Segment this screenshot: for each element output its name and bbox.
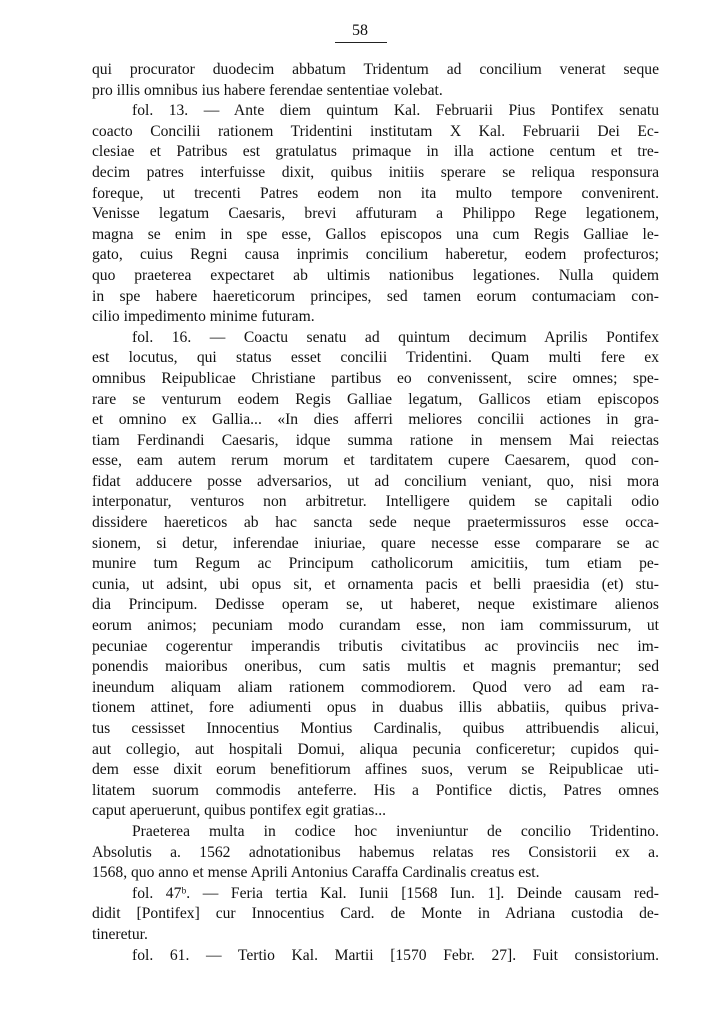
text-line: quo praeterea expectaret ab ultimis nationibus legationes. Nulla quidem (92, 266, 659, 284)
text-line: foreque, ut trecenti Patres eodem non ita multo tempore convenirent. (92, 184, 659, 202)
text-line: fol. 16. — Coactu senatu ad quintum decimum Aprilis Pontifex (132, 328, 659, 346)
text-line: dissidere haereticos ab hac sancta sede neque praetermissuros esse occa- (92, 514, 659, 532)
text-line: esse, eam autem rerum morum et tarditatem cupere Caesarem, quod con- (92, 452, 659, 470)
text-line: didit [Pontifex] cur Innocentius Card. de Monte in Adriana custodia de- (92, 905, 659, 923)
page-number: 58 (352, 22, 368, 39)
text-line: clesiae et Patribus est gratulatus primaque in illa actione centum et tre- (92, 143, 659, 161)
text-line: pro illis omnibus ius habere ferendae sententiae volebat. (92, 81, 443, 99)
text-line: cunia, ut adsint, ubi opus sit, et ornamenta pacis et belli praesidia (et) stu- (92, 575, 659, 593)
text-line: magna se enim in spe esse, Gallos episcopos una cum Regis Galliae le- (92, 225, 659, 243)
text-line: Venisse legatum Caesaris, brevi affuturam a Philippo Rege legationem, (92, 205, 659, 223)
page-number-rule (335, 42, 387, 43)
text-line: tus cessisset Innocentius Montius Cardinalis, quibus attribuendis alicui, (92, 720, 659, 737)
text-line: omnibus Reipublicae Christiane partibus eo convenissent, scire omnes; spe- (92, 369, 659, 387)
text-line: eorum animos; pecuniam modo curandam esse, non iam commissurum, ut (92, 617, 659, 635)
text-line: et omnino ex Gallia... «In dies afferri meliores concilii actiones in gra- (92, 411, 659, 429)
text-line: tiam Ferdinandi Caesaris, idque summa ratione in mensem Mai reiectas (92, 431, 659, 449)
text-line: Praeterea multa in codice hoc inveniuntur de concilio Tridentino. (132, 822, 659, 840)
text-line: coacto Concilii rationem Tridentini institutam X Kal. Februarii Dei Ec- (92, 122, 659, 140)
text-line: fidat adducere posse adversarios, ut ad concilium veniant, quo, nisi mora (92, 472, 659, 490)
text-line: Absolutis a. 1562 adnotationibus habemus relatas res Consistorii ex a. (92, 843, 659, 861)
text-line: tionem attinet, fore adiumenti opus in duabus illis abbatiis, quibus priva- (92, 699, 659, 717)
text-line: sionem, si detur, inferendae iniuriae, quare necesse esse comparare se ac (92, 534, 659, 552)
text-line: litatem suorum commodis anteferre. His a Pontifice dictis, Patres omnes (92, 781, 659, 799)
text-line: fol. 61. — Tertio Kal. Martii [1570 Febr. 27]. Fuit consistorium. (132, 946, 659, 964)
text-line: ineundum aliquam aliam rationem commodiorem. Quod vero ad eam ra- (92, 678, 659, 696)
text-line: qui procurator duodecim abbatum Tridentum ad concilium venerat seque (92, 61, 659, 78)
text-line: dem esse dixit eorum benefitiorum affines suos, verum se Reipublicae uti- (92, 761, 659, 779)
text-line: rare se venturum eodem Regis Galliae legatum, Gallicos etiam episcopos (92, 390, 659, 408)
text-line: caput aperuerunt, quibus pontifex egit gratias... (92, 802, 387, 820)
text-line: decim patres interfuisse dixit, quibus initiis sperare se reliqua responsura (92, 163, 659, 181)
text-line: fol. 47ᵇ. — Feria tertia Kal. Iunii [1568 Iun. 1]. Deinde causam red- (132, 884, 659, 902)
text-line: interponatur, venturos non arbitretur. Intelligere quidem se capitali odio (92, 493, 659, 511)
text-line: aut collegio, aut hospitali Domui, aliqua pecunia conficeretur; cupidos qui- (92, 740, 659, 758)
text-line: fol. 13. — Ante diem quintum Kal. Februarii Pius Pontifex senatu (132, 102, 659, 120)
text-line: tineretur. (92, 925, 148, 943)
body-text (92, 60, 659, 966)
text-line: gato, cuius Regni causa inprimis concilium haberetur, eodem profecturos; (92, 246, 659, 264)
text-line: cilio impedimento minime futuram. (92, 308, 315, 326)
text-line: dia Principum. Dedisse operam se, ut haberet, neque existimare alienos (92, 596, 659, 614)
text-line: in spe habere haereticorum principes, sed tamen eorum contumaciam con- (92, 287, 659, 305)
text-line: est locutus, qui status esset concilii Tridentini. Quam multi fere ex (92, 349, 659, 367)
text-line: munire tum Regum ac Principum catholicorum amicitiis, tum etiam pe- (92, 555, 659, 573)
text-line: ponendis maioribus oneribus, cum satis multis et magnis premantur; sed (92, 658, 659, 676)
text-line: 1568, quo anno et mense Aprili Antonius Caraffa Cardinalis creatus est. (92, 864, 540, 882)
text-line: pecuniae cogerentur imperandis tributis civitatibus ac provinciis nec im- (92, 637, 659, 655)
